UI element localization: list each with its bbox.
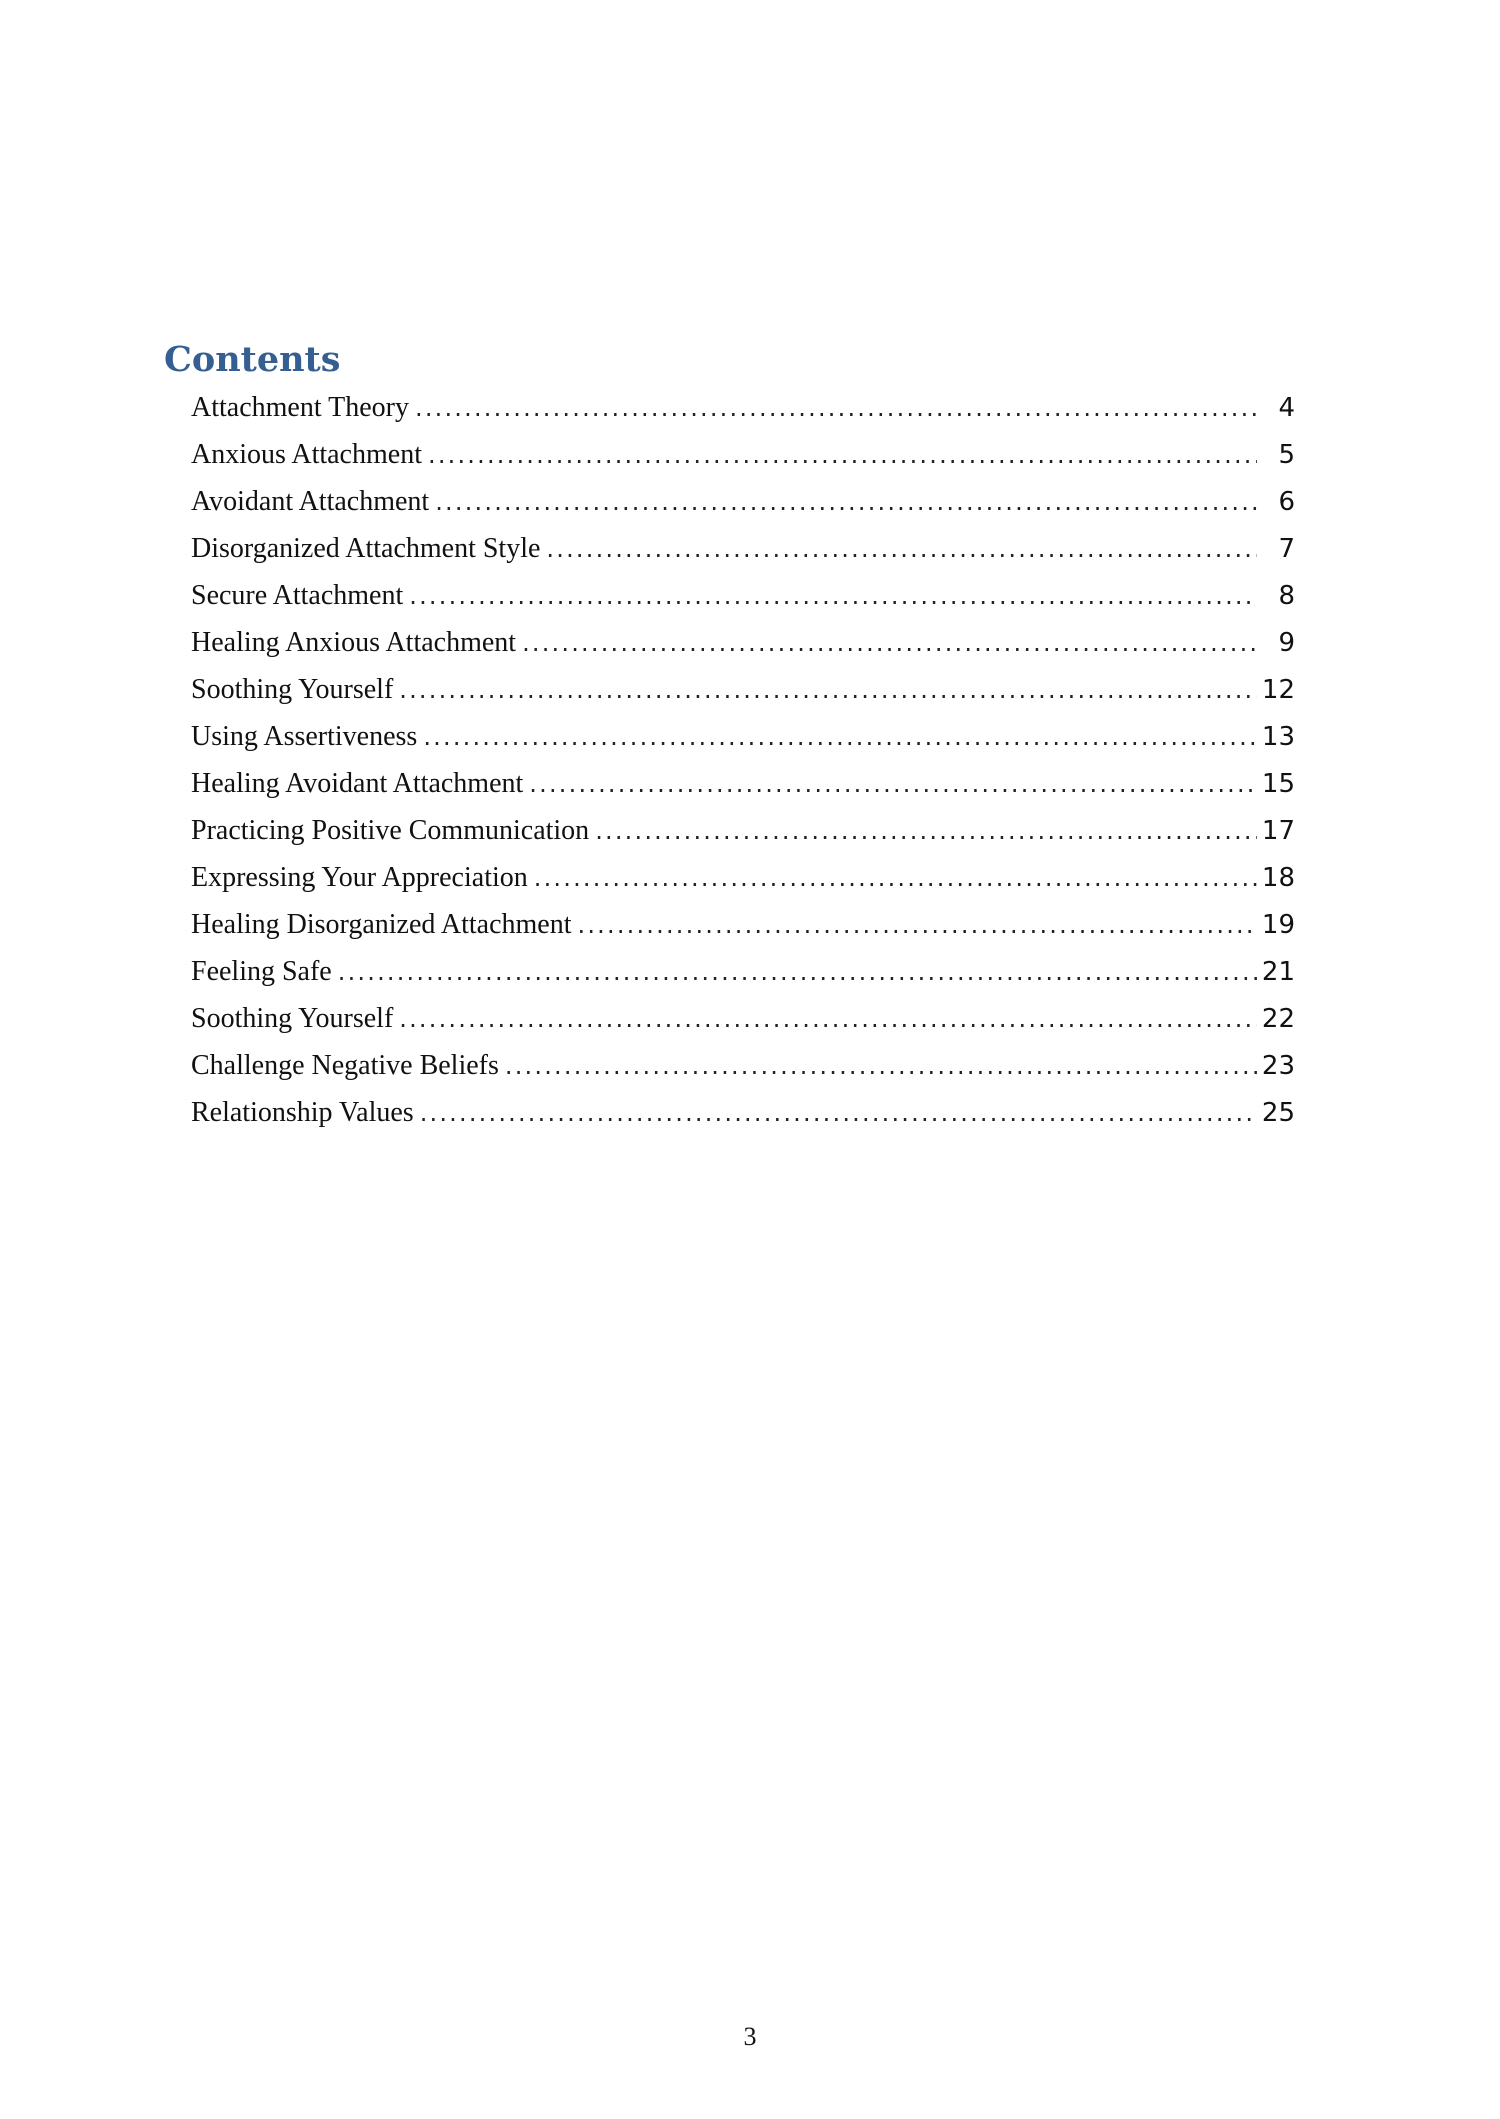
toc-entry-page[interactable]: 21 xyxy=(1261,957,1295,987)
toc-dot-leader xyxy=(414,1090,1257,1137)
toc-entry-page[interactable]: 22 xyxy=(1261,1004,1295,1034)
toc-entry[interactable] xyxy=(191,525,1295,572)
toc-entry-title[interactable]: Expressing Your Appreciation xyxy=(191,862,528,893)
toc-entry[interactable] xyxy=(191,619,1295,666)
toc-dot-leader xyxy=(540,526,1257,573)
toc-entry[interactable] xyxy=(191,807,1295,854)
toc-entry-page[interactable]: 12 xyxy=(1261,675,1295,705)
toc-dot-leader xyxy=(528,855,1257,902)
toc-entry[interactable] xyxy=(191,1089,1295,1136)
toc-dot-leader xyxy=(523,761,1257,808)
toc-entry-title[interactable]: Using Assertiveness xyxy=(191,721,418,752)
toc-entry-title[interactable]: Challenge Negative Beliefs xyxy=(191,1050,499,1081)
toc-entry-title[interactable]: Secure Attachment xyxy=(191,580,404,611)
toc-entry-page[interactable]: 15 xyxy=(1261,769,1295,799)
toc-dot-leader xyxy=(429,479,1257,526)
toc-heading: Contents xyxy=(164,339,341,380)
toc-dot-leader xyxy=(409,385,1257,432)
toc-entry-title[interactable]: Practicing Positive Communication xyxy=(191,815,590,846)
toc-entry-title[interactable]: Attachment Theory xyxy=(191,392,409,423)
toc-dot-leader xyxy=(499,1043,1257,1090)
toc-entry[interactable] xyxy=(191,901,1295,948)
page-number: 3 xyxy=(743,2022,757,2051)
toc-entry[interactable] xyxy=(191,995,1295,1042)
toc-entry[interactable] xyxy=(191,713,1295,760)
toc-entry[interactable] xyxy=(191,384,1295,431)
toc-entry-page[interactable]: 6 xyxy=(1278,487,1295,517)
toc-entry-page[interactable]: 9 xyxy=(1278,628,1295,658)
toc-entry-page[interactable]: 23 xyxy=(1261,1051,1295,1081)
toc-entry-title[interactable]: Anxious Attachment xyxy=(191,439,422,470)
toc-entry-page[interactable]: 13 xyxy=(1261,722,1295,752)
toc-entry-page[interactable]: 17 xyxy=(1261,816,1295,846)
toc-entry-page[interactable]: 18 xyxy=(1261,863,1295,893)
toc-entry-title[interactable]: Soothing Yourself xyxy=(191,674,394,705)
toc-dot-leader xyxy=(332,949,1257,996)
toc-entry-title[interactable]: Healing Disorganized Attachment xyxy=(191,909,572,940)
toc-entry[interactable] xyxy=(191,854,1295,901)
toc-dot-leader xyxy=(403,573,1257,620)
toc-entry-title[interactable]: Feeling Safe xyxy=(191,956,332,987)
toc-dot-leader xyxy=(589,808,1257,855)
toc-entry[interactable] xyxy=(191,760,1295,807)
toc-dot-leader xyxy=(417,714,1257,761)
toc-entry-page[interactable]: 7 xyxy=(1278,534,1295,564)
table-of-contents xyxy=(191,384,1295,1136)
toc-entry-title[interactable]: Disorganized Attachment Style xyxy=(191,533,541,564)
toc-entry[interactable] xyxy=(191,1042,1295,1089)
toc-dot-leader xyxy=(516,620,1257,667)
toc-entry-title[interactable]: Healing Avoidant Attachment xyxy=(191,768,524,799)
toc-dot-leader xyxy=(393,667,1257,714)
toc-entry[interactable] xyxy=(191,478,1295,525)
toc-entry[interactable] xyxy=(191,572,1295,619)
toc-entry[interactable] xyxy=(191,666,1295,713)
toc-entry-title[interactable]: Avoidant Attachment xyxy=(191,486,430,517)
toc-dot-leader xyxy=(422,432,1257,479)
toc-dot-leader xyxy=(393,996,1257,1043)
toc-entry[interactable] xyxy=(191,431,1295,478)
toc-dot-leader xyxy=(572,902,1258,949)
toc-entry[interactable] xyxy=(191,948,1295,995)
toc-entry-page[interactable]: 25 xyxy=(1261,1098,1295,1128)
toc-entry-page[interactable]: 19 xyxy=(1261,910,1295,940)
toc-entry-page[interactable]: 4 xyxy=(1278,393,1295,423)
toc-entry-title[interactable]: Healing Anxious Attachment xyxy=(191,627,517,658)
toc-entry-title[interactable]: Relationship Values xyxy=(191,1097,414,1128)
toc-entry-page[interactable]: 5 xyxy=(1278,440,1295,470)
toc-entry-page[interactable]: 8 xyxy=(1278,581,1295,611)
toc-entry-title[interactable]: Soothing Yourself xyxy=(191,1003,394,1034)
